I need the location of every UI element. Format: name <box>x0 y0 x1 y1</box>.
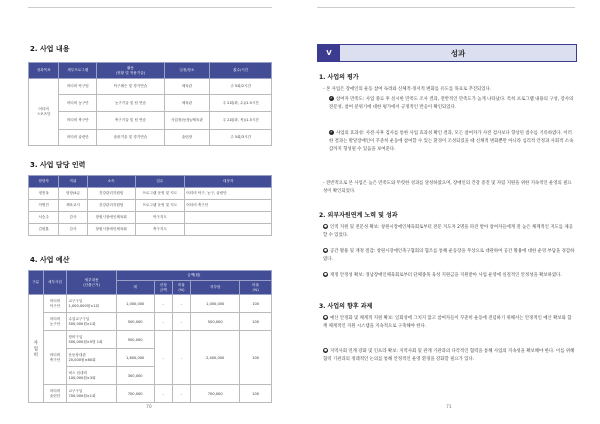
bullet-item <box>323 248 575 264</box>
bullet-text: 지역사회 연계 강화 및 인프라 확보: 지역사회 및 관계 기관과의 다각적인 협력을 통해 사업의 지속성을 확보해야 한다. 이를 위해 협력 기관과의 정례적인 논의를 통해 안정적인 운영 환경을 강화할 필요가 있다. <box>323 349 575 362</box>
cell: - <box>172 295 190 313</box>
cell: 주 2회(화, 목)/1.5시간 <box>210 112 272 130</box>
bullet-item <box>329 130 575 154</box>
bullet-item <box>329 96 575 112</box>
cell: 창원시장애인체육회 <box>87 212 135 224</box>
bullet-text: 인적 지원 및 전문성 확보: 창원시장애인체육회로부터 전문 지도자 2명을 파견 받아 참여자들에게 질 높은 체계적인 지도를 제공할 수 있었다. <box>323 225 573 238</box>
cell: - <box>154 385 172 403</box>
cell: 운동장대관 20,000원×80회 <box>67 349 116 367</box>
cell: 창원시장애인체육회 <box>87 224 135 236</box>
table-row <box>29 224 272 236</box>
cell: 1,600,000 <box>116 349 154 367</box>
bullet-dot-icon: ● <box>323 315 328 319</box>
bullet-text: 사업의 효과성: 사전·사후 검사를 통한 사업 효과성 확인 결과, 모든 참여자가 사전 검사보다 향상된 점수를 기록하였다. 이러한 결과는 발달장애인이 꾸준히 운동에 참여할 수 있는 환경이 조성되었을 때 신체적 변화뿐만 아니라 심리적 안정과 사회적 소속감까지 형성될 수 있음을 보여준다. <box>329 131 574 152</box>
cell: 700,000 <box>116 385 154 403</box>
group-cell: 사 업 비 <box>29 295 44 403</box>
cell: 어티비 축구단 <box>59 112 97 130</box>
cell: - <box>154 331 172 385</box>
cell: 건강관리지원팀 <box>87 188 135 200</box>
cell: 체육관 <box>164 79 210 95</box>
table-row <box>29 331 272 349</box>
cell: - <box>154 313 172 331</box>
cell: - <box>172 331 190 385</box>
cell: 축구기술 및 팀 연습 <box>97 112 164 130</box>
chapter-title: 성과 <box>340 45 576 61</box>
page-number: 70 <box>146 405 152 410</box>
bullet-text: 참여자 만족도: 사업 종료 후 실시한 만족도 조사 결과, 전반적인 만족도가 높게 나타났다. 특히 프로그램 내용의 구성, 강사의 전문성, 참여 분위기에 대한 평가에서 긍정적인 반응이 확인되었다. <box>329 97 574 110</box>
cell: 김평훈 <box>29 224 59 236</box>
cell: 어티비 탁구, 농구, 슐런단 <box>185 188 272 200</box>
cell: 어티비 탁구팀 <box>59 79 97 95</box>
paragraph: - 본 사업은 장애인의 운동 참여 독려와 신체적·정서적 변화를 유도를 목표로 추진되었다. <box>323 87 492 92</box>
col-header: 활동 (현황 및 적용기술) <box>97 63 164 79</box>
cell: 2,400,000 <box>191 331 240 385</box>
cell: 건강관리지원팀 <box>87 200 135 212</box>
cell: 100 <box>240 295 272 313</box>
col-header: 대상자 <box>185 176 272 188</box>
cell: 교구구입 700,000원×1회 <box>67 385 116 403</box>
table-row <box>29 385 272 403</box>
cell: 프로그램 운영 및 지도 <box>135 200 185 212</box>
cell: - <box>154 295 172 313</box>
col-header: 세부사업 <box>43 271 67 295</box>
cell: 700,000 <box>191 385 240 403</box>
cell: 어티비 농구단 <box>59 95 97 112</box>
subsection-title: 1. 사업의 평가 <box>319 74 359 81</box>
cell: 서승주 <box>29 212 59 224</box>
col-header: 직위 <box>59 176 87 188</box>
col-header: 업무 <box>135 176 185 188</box>
col-header: 담당자 <box>29 176 59 188</box>
col-header: 신청 금액 <box>154 281 172 295</box>
col-header: 비율 (%) <box>172 281 190 295</box>
cell: 감사 <box>59 224 87 236</box>
bullet-text: 공간 활용 및 재정 절감: 창원시장애인축구협회의 협조를 통해 운동장을 무상으로 대관하여 공간 활용에 대한 운영 부담을 경감하였다. <box>323 249 575 262</box>
col-header: 구분 <box>29 271 44 295</box>
bullet-dot-icon: ● <box>323 224 328 228</box>
cell: 버스 임대비 100,000원×3회 <box>67 367 116 385</box>
cell: 장비구입 500,000원×5명 1회 <box>67 331 116 349</box>
cell: 100 <box>240 385 272 403</box>
cell: 1,000,000 <box>191 295 240 313</box>
cell: 수업교구구입 500,000원×1회 <box>67 313 116 331</box>
col-header: 성과목표 <box>29 63 59 79</box>
cell: 슐런장 <box>164 130 210 146</box>
col-header-group: 금액(원) <box>116 271 271 281</box>
cell: 어티비 축구단 <box>185 200 272 212</box>
staff-table <box>28 175 272 236</box>
cell: 500,000 <box>116 331 154 349</box>
cell: 주 5회/3시간 <box>210 130 272 146</box>
col-header: 세부프로그램 <box>59 63 97 79</box>
subsection-title: 3. 사업의 향후 과제 <box>319 303 373 310</box>
table-row <box>29 112 272 130</box>
cell: 슐런기술 및 경기연습 <box>97 130 164 146</box>
col-header: 비율 (%) <box>240 281 272 295</box>
top-rule <box>317 7 575 8</box>
bullet-dot-icon: ● <box>323 248 328 252</box>
cell: 사업장(동장)/체육관 <box>164 112 210 130</box>
cell: 농구기술 및 팀 연습 <box>97 95 164 112</box>
col-header: 계 <box>116 281 154 295</box>
cell: 300,000 <box>116 367 154 385</box>
bullet-dot-icon: ✔ <box>330 96 333 100</box>
cell: 감사 <box>59 212 87 224</box>
cell: - <box>172 385 190 403</box>
cell: 체육교사 <box>59 200 87 212</box>
cell: 주 5회/2시간 <box>210 79 272 95</box>
cell: 팀장/4급 <box>59 188 87 200</box>
section-4-title: 4. 사업 예산 <box>30 256 70 264</box>
cell <box>185 212 272 224</box>
cell: 교구구입 1,000,000원×1회 <box>67 295 116 313</box>
table-row <box>29 188 272 200</box>
cell: 프로그램 운영 및 지도 <box>135 188 185 200</box>
cell: 어티비 슐런단 <box>59 130 97 146</box>
paragraph: - 전반적으로 본 사업은 높은 만족도와 뚜렷한 성과를 달성하였으며, 장애인의 건강 증진 및 자립 지원을 위한 지속적인 운영의 필요성이 확인되었다. <box>323 181 572 194</box>
cell: 축구지도 <box>135 224 185 236</box>
cell: 체육관 <box>164 95 210 112</box>
bullet-item <box>323 224 575 240</box>
cell <box>185 224 272 236</box>
subsection-title: 2. 외부자원연계 노력 및 성과 <box>319 212 398 219</box>
group-cell: 어티비 스포츠단 <box>29 79 59 146</box>
bullet-dot-icon: ● <box>323 348 328 352</box>
bullet-item <box>323 348 575 364</box>
cell: 이명진 <box>29 200 59 212</box>
table-row <box>29 79 272 95</box>
bullet-text: 재정 안정성 확보: 경남장애인체육회로부터 단체종목 육성 지원금을 지원받아 사업 운영에 실질적인 안정성을 확보하였다. <box>330 273 562 278</box>
bullet-dot-icon: ✔ <box>330 130 333 134</box>
cell: 정현옥 <box>29 188 59 200</box>
table-row <box>29 130 272 146</box>
cell: 탁구지도 <box>135 212 185 224</box>
cell: 어티비 탁구단 <box>43 295 67 313</box>
cell: 1,000,000 <box>116 295 154 313</box>
table-row <box>29 95 272 112</box>
bullet-dot-icon: ● <box>323 272 328 276</box>
program-table <box>28 62 272 146</box>
table-row <box>29 313 272 331</box>
cell: 주 2회(화, 수)/1.5시간 <box>210 95 272 112</box>
col-header: 횟수/시간 <box>210 63 272 79</box>
col-header: 자부담 <box>191 281 240 295</box>
top-rule <box>28 7 272 8</box>
bullet-text: 예산 안정화 및 체계적 지원 확보: 일회성에 그치지 않고 참여자들이 꾸준히 운동에 전념하기 위해서는 안정적인 예산 확보와 함께 체계적인 지원 시스템을 지속적으로 구축해야 한다. <box>323 316 572 329</box>
cell: - <box>172 313 190 331</box>
budget-table <box>28 270 272 403</box>
table-row <box>29 295 272 313</box>
chapter-header <box>317 44 577 62</box>
table-row <box>29 200 272 212</box>
table-row <box>29 212 272 224</box>
cell: 500,000 <box>116 313 154 331</box>
col-header: 소속 <box>87 176 135 188</box>
section-3-title: 3. 사업 담당 인력 <box>30 161 86 169</box>
cell: 어티비 농구단 <box>43 313 67 331</box>
cell: 어티비 축구단 <box>43 331 67 385</box>
col-header: 세부내용 (산출근거) <box>67 271 116 295</box>
cell: 100 <box>240 331 272 385</box>
page-number: 71 <box>446 405 452 410</box>
cell: 100 <box>240 313 272 331</box>
col-header: 일정/장소 <box>164 63 210 79</box>
cell: 어티비 슐런단 <box>43 385 67 403</box>
cell: 500,000 <box>191 313 240 331</box>
chapter-number: V <box>318 45 340 61</box>
bullet-item <box>323 315 575 331</box>
section-2-title: 2. 사업 내용 <box>30 45 70 53</box>
cell: 탁구레슨 및 경기연습 <box>97 79 164 95</box>
bullet-item <box>323 272 575 280</box>
